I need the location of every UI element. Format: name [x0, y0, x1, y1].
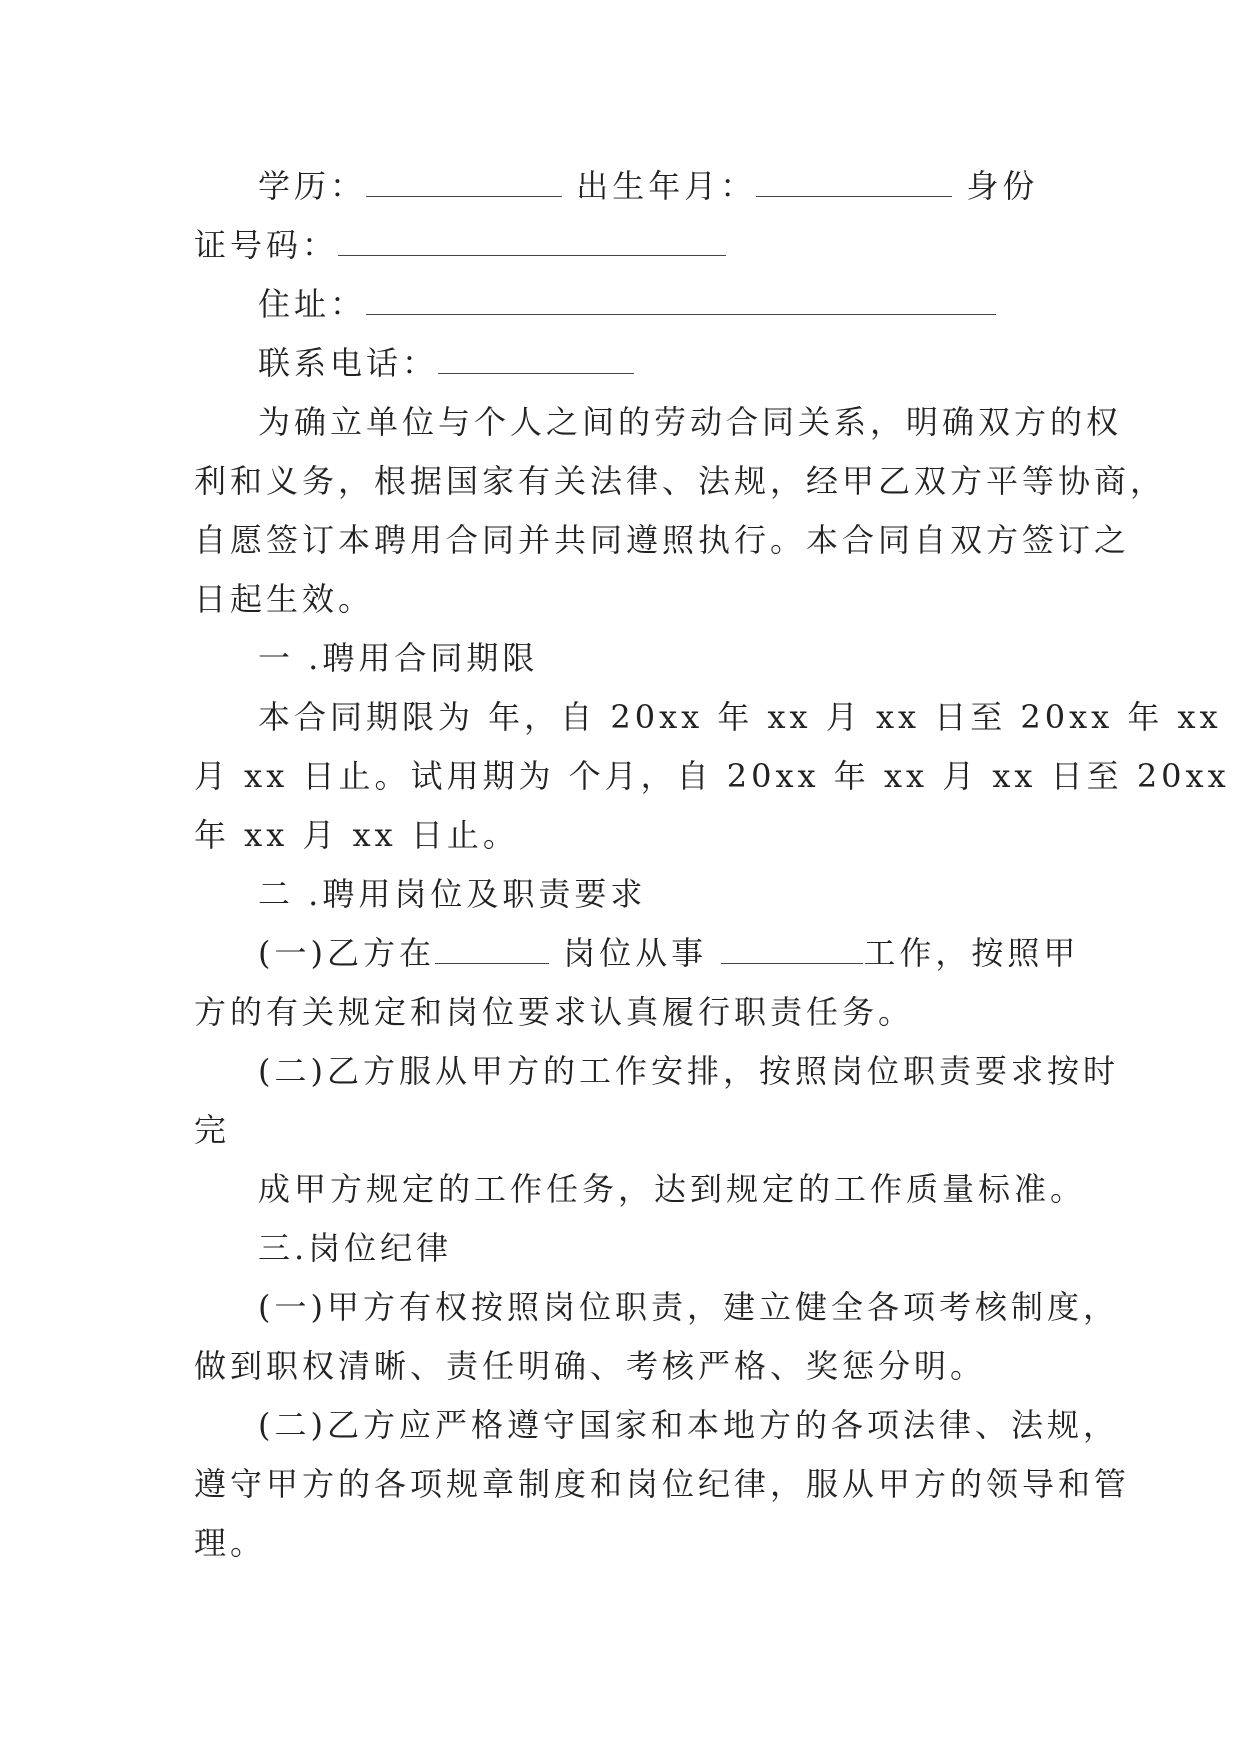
post-line: [258, 923, 1080, 983]
education-birth-line: [258, 156, 1054, 216]
section-heading: 二 .聘用岗位及职责要求: [258, 875, 647, 913]
id-number-blank[interactable]: [338, 221, 726, 256]
education-blank[interactable]: [366, 162, 562, 197]
id-label-start: 身份: [966, 167, 1039, 205]
paragraph-line: 为确立单位与个人之间的劳动合同关系，明确双方的权: [258, 403, 1123, 441]
paragraph-line: 完: [194, 1111, 231, 1149]
job-blank[interactable]: [721, 929, 863, 964]
phone-label: 联系电话：: [258, 344, 439, 382]
section-heading: 一 .聘用合同期限: [258, 639, 539, 677]
paragraph-line: (一)甲方有权按照岗位职责，建立健全各项考核制度，: [258, 1288, 1119, 1326]
post-blank[interactable]: [435, 929, 549, 964]
paragraph-line: 做到职权清晰、责任明确、考核严格、奖惩分明。: [194, 1347, 987, 1385]
job-label: 岗位从事: [563, 934, 708, 972]
paragraph-line: 日起生效。: [194, 580, 375, 618]
birth-blank[interactable]: [756, 162, 952, 197]
section-heading: 三.岗位纪律: [258, 1229, 453, 1267]
birth-label: 出生年月：: [576, 167, 757, 205]
paragraph-line: 成甲方规定的工作任务，达到规定的工作质量标准。: [258, 1170, 1087, 1208]
paragraph-line: 自愿签订本聘用合同并共同遵照执行。本合同自双方签订之: [194, 521, 1131, 559]
id-number-line: [194, 215, 1054, 275]
education-label: 学历：: [258, 167, 367, 205]
paragraph-line: 利和义务，根据国家有关法律、法规，经甲乙双方平等协商，: [194, 462, 1167, 500]
paragraph-line: (二)乙方应严格遵守国家和本地方的各项法律、法规，: [258, 1406, 1119, 1444]
paragraph-line: 理。: [194, 1524, 267, 1562]
address-blank[interactable]: [366, 280, 996, 315]
paragraph-line: 本合同期限为 年，自 20xx 年 xx 月 xx 日至 20xx 年 xx: [258, 698, 1222, 736]
phone-blank[interactable]: [438, 339, 634, 374]
job-suffix: 工作，按照甲: [863, 934, 1080, 972]
paragraph-line: 月 xx 日止。试用期为 个月，自 20xx 年 xx 月 xx 日至 20xx: [194, 757, 1230, 795]
paragraph-line: (二)乙方服从甲方的工作安排，按照岗位职责要求按时: [258, 1052, 1119, 1090]
id-label-end: 证号码：: [194, 226, 339, 264]
address-label: 住址：: [258, 285, 367, 323]
paragraph-line: 方的有关规定和岗位要求认真履行职责任务。: [194, 993, 915, 1031]
address-line: [258, 274, 1118, 334]
post-label: (一)乙方在: [258, 934, 435, 972]
phone-line: [258, 333, 1118, 393]
paragraph-line: 年 xx 月 xx 日止。: [194, 816, 519, 854]
paragraph-line: 遵守甲方的各项规章制度和岗位纪律，服从甲方的领导和管: [194, 1465, 1131, 1503]
